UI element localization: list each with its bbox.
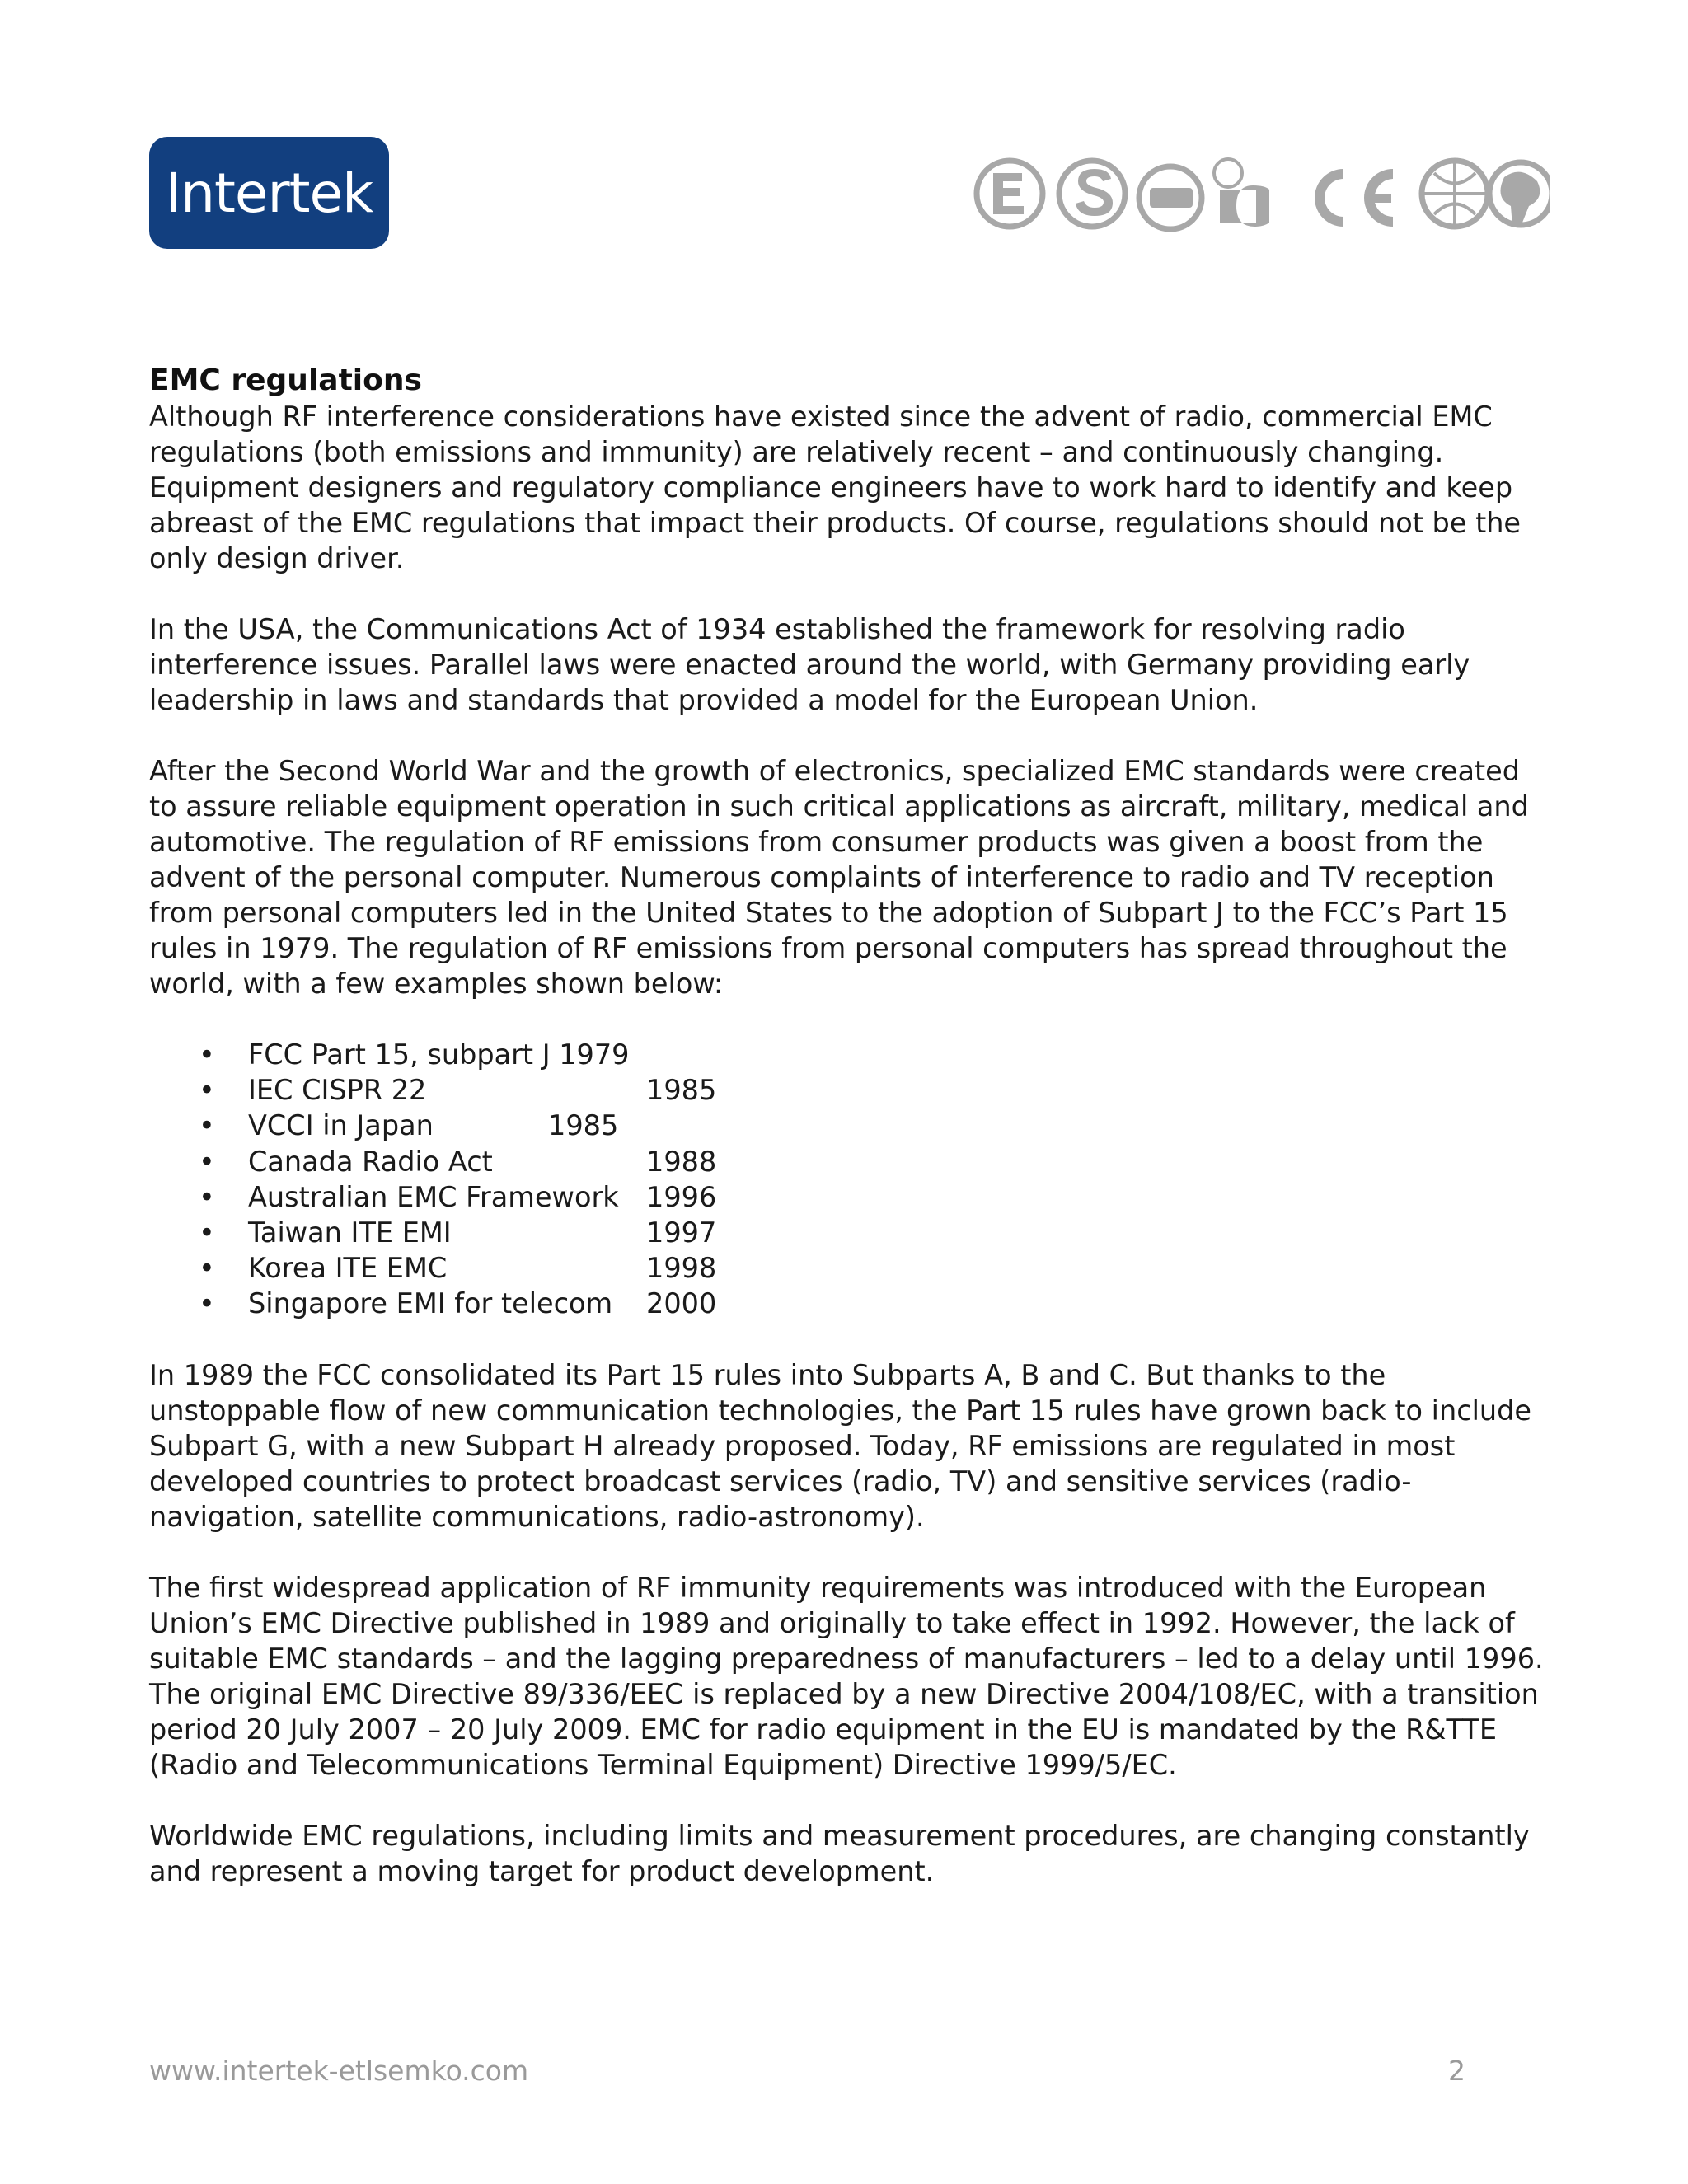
bullet-icon: •: [199, 1216, 215, 1249]
list-item: [149, 1072, 1550, 1108]
paragraph-4: In 1989 the FCC consolidated its Part 15 rules into Subparts A, B and C. But thanks to the unstoppable flow of new communication technologies, the Part 15 rules have grown back to include Subpart G, with a new Subpart H already proposed. Today, RF emissions are regulated in most developed countries to protect broadcast services (radio, TV) and sensitive services (radio-navigation, satellite communications, radio-astronomy).: [149, 1358, 1532, 1533]
list-item: [149, 1108, 1550, 1143]
list-item-name: FCC Part 15, subpart J 1979: [248, 1038, 630, 1071]
list-item: [149, 1179, 1550, 1215]
paragraph-1: Although RF interference considerations have existed since the advent of radio, commercial EMC regulations (both emissions and immunity) are relatively recent – and continuously changing. Equipment designers and regulatory compliance engineers have to work hard to identify and keep abreast of the EMC regulations that impact their products. Of course, regulations should not be the only design driver.: [149, 401, 1522, 574]
certification-marks-icon: [973, 148, 1550, 239]
regulation-list: [149, 1037, 1550, 1322]
paragraph-5: The first widespread application of RF immunity requirements was introduced with the European Union’s EMC Directive published in 1989 and originally to take effect in 1992. However, the lack of suitable EMC standards – and the lagging preparedness of manufacturers – led to a delay until 1996. The original EMC Directive 89/336/EEC is replaced by a new Directive 2004/108/EC, with a transition period 20 July 2007 – 20 July 2009. EMC for radio equipment in the EU is mandated by the R&TTE (Radio and Telecommunications Terminal Equipment) Directive 1999/5/EC.: [149, 1571, 1544, 1781]
bullet-icon: •: [199, 1074, 215, 1107]
list-item-name: Australian EMC Framework: [248, 1180, 619, 1213]
list-item-year: 1996: [646, 1180, 717, 1213]
paragraph-3: After the Second World War and the growth of electronics, specialized EMC standards were created to assure reliable equipment operation in such critical applications as aircraft, military, medical and automotive. The regulation of RF emissions from consumer products was given a boost from the advent of the personal computer. Numerous complaints of interference to radio and TV reception from personal computers led in the United States to the adoption of Subpart J to the FCC’s Part 15 rules in 1979. The regulation of RF emissions from personal computers has spread throughout the world, with a few examples shown below:: [149, 755, 1529, 1000]
list-item: [149, 1250, 1550, 1286]
list-item-name: Canada Radio Act: [248, 1145, 493, 1178]
paragraph-6: Worldwide EMC regulations, including limits and measurement procedures, are changing constantly and represent a moving target for product development.: [149, 1819, 1530, 1887]
list-item: [149, 1215, 1550, 1250]
list-item-year: 1985: [646, 1074, 717, 1107]
list-item-name: IEC CISPR 22: [248, 1074, 427, 1107]
footer-website-link[interactable]: www.intertek-etlsemko.com: [149, 2055, 529, 2087]
list-item-year: 1998: [646, 1252, 717, 1285]
bullet-icon: •: [199, 1252, 215, 1285]
list-item-year: 2000: [646, 1287, 717, 1320]
list-item-year: 1988: [646, 1145, 717, 1178]
bullet-icon: •: [199, 1180, 215, 1213]
section-heading: EMC regulations: [149, 363, 422, 397]
bullet-icon: •: [199, 1038, 215, 1071]
list-item-year: 1997: [646, 1216, 717, 1249]
list-item-name: Singapore EMI for telecom: [248, 1287, 613, 1320]
list-item: [149, 1037, 1550, 1072]
logo-text: Intertek: [165, 161, 373, 225]
document-body: [149, 363, 1550, 1924]
page-number: 2: [1448, 2055, 1465, 2087]
list-item-name: Korea ITE EMC: [248, 1252, 448, 1285]
paragraph-2: In the USA, the Communications Act of 1934 established the framework for resolving radio interference issues. Parallel laws were enacted around the world, with Germany providing early leadership in laws and standards that provided a model for the European Union.: [149, 613, 1470, 716]
list-item-name: VCCI in Japan: [248, 1109, 434, 1142]
list-item: [149, 1286, 1550, 1321]
list-item-name: Taiwan ITE EMI: [248, 1216, 452, 1249]
bullet-icon: •: [199, 1287, 215, 1320]
bullet-icon: •: [199, 1109, 215, 1142]
list-item: [149, 1144, 1550, 1179]
bullet-icon: •: [199, 1145, 215, 1178]
list-item-year: 1985: [548, 1109, 619, 1142]
intertek-logo: [149, 137, 389, 249]
